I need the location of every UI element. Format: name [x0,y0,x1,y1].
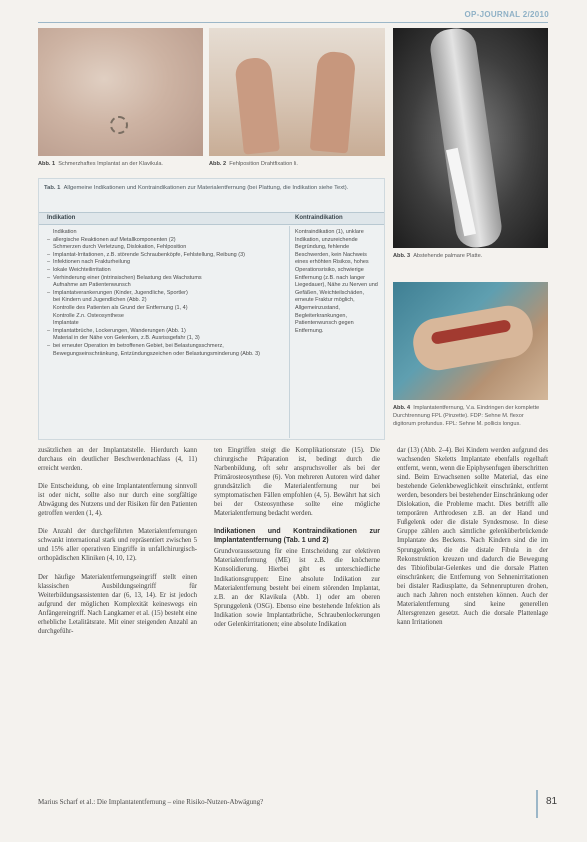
indication-item: Indikation [53,229,77,235]
figure-4-text: Implantatentfernung, V.a. Eindringen der komplette Durchtrennung FPL (Pinzette). FDP: Sehne M. flexor digitorum profundus. FPL: Sehne M. pollicis longus. [393,405,540,427]
figure-1-text: Schmerzhaftes Implantat an der Klavikula. [58,161,163,167]
figure-1-label: Abb. 1 [38,161,56,167]
col3-paragraph: dar (13) (Abb. 2–4). Bei Kindern werden aufgrund des wachsenden Skeletts Implantate ebenfalls regelhaft entfernt, wenn, wenn die Epiphysenfugen überschritten sind. Beim Erwachsenen sollte Material, das eine bestehende Gelenkbeweglichkeit einschränkt, entfernt werden, besonders bei bestehender Einschränkung oder Dislokation, die Probleme macht. Dies betrifft alle temporären Arthrodesen z.B. an der Hand und Fußgelenk oder die distale Syndesmose. In diese Gruppe zählen auch sämtliche gelenküberbrückende Implantate des Beckens. Nach Kindern sind die im Sprunggelenk, die die distale Fibula in der Rekonstruktion kreuzen und dadurch die Bewegung des Tibiofibular-Gelenkes und die dorsale Platten einschränken; die Entfernung von Sehnenirritationen bei distaler Radiusplatte, da Sehnenrupturen drohen, auch nach Jahren noch entstehen können. Auch der Materialentfernung sind keine generellen Altersgrenzen gesetzt. Auch die dorsale Plattenlage kann Irritationen [397,447,548,626]
page-number: 81 [546,796,558,807]
figure-2-label: Abb. 2 [209,161,227,167]
figure-3-label: Abb. 3 [393,253,411,259]
col2-paragraph: Grundvoraussetzung für eine Entscheidung zur elektiven Materialentfernung (ME) ist z.B. die knöcherne Konsolidierung. Hierbei gibt es unterschiedliche Indikationsgruppen: Eine absolute Indikation zur Materialentfernung besteht bei einem störenden Implantat, z.B. an der Klavikula (Abb. 1) oder am oberen Sprunggelenk (OSG). Ebenso eine bestehende Infektion als Indikation sowie Implantatbrüche, Schraubenlockerungen oder Gelenkirritationen; eine absolute Indikation [214,548,380,628]
indication-item: – allergische Reaktionen auf Metallkomponenten (2) [47,237,285,245]
figure-2-text: Fehlposition Drahtfixation li. [229,161,298,167]
table-header-indication: Indikation [47,215,76,221]
header-rule [38,22,548,23]
figure-3-xray [393,28,548,248]
skin-area [409,302,536,374]
contraindication-text: Kontraindikation (1), unklare Indikation, unzureichende Begründung, fehlende Beschwerden, kein Nachweis eines erhöhten Risikos, hohes Operationsrisiko, schwierige Entfernung (z.B. nach langer Liegedauer), Nähe zu Nerven und Gefäßen, Weichteilschäden, erneute Fraktur möglich, Allgemeinzustand, Begleiterkrankungen, Patientenwunsch gegen Entfernung. [295,229,378,334]
page-number-rule [536,790,538,818]
table-header-row [39,212,384,225]
indication-item: Kontrolle des Patienten als Grund der Entfernung (1, 4) [53,304,188,311]
body-column-2 [214,446,380,638]
figure-1-caption [38,160,203,168]
table-title-text: Allgemeine Indikationen und Kontraindikationen zur Materialentfernung (bei Plattung, die Indikation siehe Text). [63,185,349,191]
indication-item: Material in der Nähe von Gelenken, z.B. Ausrissgefahr (1, 3) [53,335,200,342]
footer-citation: Marius Scharf et al.: Die Implantatentfernung – eine Risiko-Nutzen-Abwägung? [38,798,264,806]
indication-item: Implantate [53,320,79,327]
indication-item: Aufnahme am Patientenwunsch [53,282,131,289]
table-header-contraindication: Kontraindikation [295,215,343,221]
left-forearm [234,56,280,154]
table-column-divider [289,226,290,438]
table-1 [38,178,385,440]
indication-item: – lokale Weichteilirritation [47,267,285,275]
indication-item: Kontrolle Z.n. Osteosynthese [53,312,124,319]
col1-paragraph: Der häufige Materialentfernungseingriff stellt einen klassischen Ausbildungseingriff für Weiterbildungsassistenten dar (6, 13, 14). Er ist jedoch aufgrund der möglichen Komplexität keineswegs ein Anfängereingriff. Nach Langkamer et al. (15) besteht eine erhebliche Letalitätsrate. Mit einer steigenden Anzahl an durchgeführ- [38,573,197,635]
figure-1-photo [38,28,203,156]
implant-spot-marker [110,116,128,134]
figure-3-text: Abstehende palmare Platte. [413,253,483,259]
indication-item: bei Kindern und Jugendlichen (Abb. 2) [53,297,147,304]
table-label: Tab. 1 [44,185,61,191]
figure-3-caption [393,252,548,260]
indication-item: Schmerzen durch Verletzung, Dislokation, Fehlposition [53,244,187,251]
figure-2-caption [209,160,385,168]
section-heading: Indikationen und Kontraindikationen zur Implantatentfernung (Tab. 1 und 2) [214,528,380,545]
journal-header: OP-JOURNAL 2/2010 [464,10,549,19]
indication-item: – Implantat-Irritationen, z.B. störende Schraubenköpfe, Fehlstellung, Reibung (3) [47,252,285,260]
indication-item: – Verhinderung einer (intrinsischen) Belastung des Wachstums [47,275,285,283]
figure-4-caption [393,404,548,428]
table-title [44,184,379,193]
indication-item: – bei erneuter Operation im betroffenen Gebiet, bei Belastungsschmerz, Bewegungseinschränkung, Entzündungszeichen oder Belastungsminderung (Abb. 3) [47,343,285,358]
body-column-3 [397,446,548,636]
indication-item: – Implantatbrüche, Lockerungen, Wanderungen (Abb. 1) [47,328,285,336]
body-column-1 [38,446,197,645]
indication-item: – Infektionen nach Frakturheilung [47,259,285,267]
col1-paragraph: zusätzlichen an der Implantatstelle. Hierdurch kann durchaus ein deutlicher Beschwerdenachlass (4, 11) erreicht werden. [38,447,197,473]
right-forearm [310,51,357,154]
figure-4-photo [393,282,548,400]
col1-paragraph: Die Entscheidung, ob eine Implantatentfernung sinnvoll ist oder nicht, sollte also nur durch eine sorgfältige Abwägung des Nutzens und der Risiken für den Patienten getroffen werden (1, 4). [38,483,197,518]
col1-paragraph: Die Anzahl der durchgeführten Materialentfernungen schwankt international stark und repräsentiert zwischen 5 und 15% aller operativen Eingriffe in unfallchirurgisch-orthopädischen Kliniken (4, 10, 12). [38,528,197,563]
col2-paragraph: ten Eingriffen steigt die Komplikationsrate (15). Die chirurgische Präparation ist, bedingt durch die Narbenbildung, oft sehr anspruchsvoller als bei der Primärosteosynthese (6). Von mehreren Autoren wird daher grundsätzlich die Materialentfernung nur bei symptomatischen Fällen empfohlen (4, 5). Bewährt hat sich bei der Osteosynthese sollte eine mögliche Materialentfernung bedacht werden. [214,447,380,518]
indication-list [47,229,285,358]
indication-item: – Implantatverankerungen (Kinder, Jugendliche, Sportler) [47,290,285,298]
figure-2-photo [209,28,385,156]
figure-4-label: Abb. 4 [393,405,411,411]
